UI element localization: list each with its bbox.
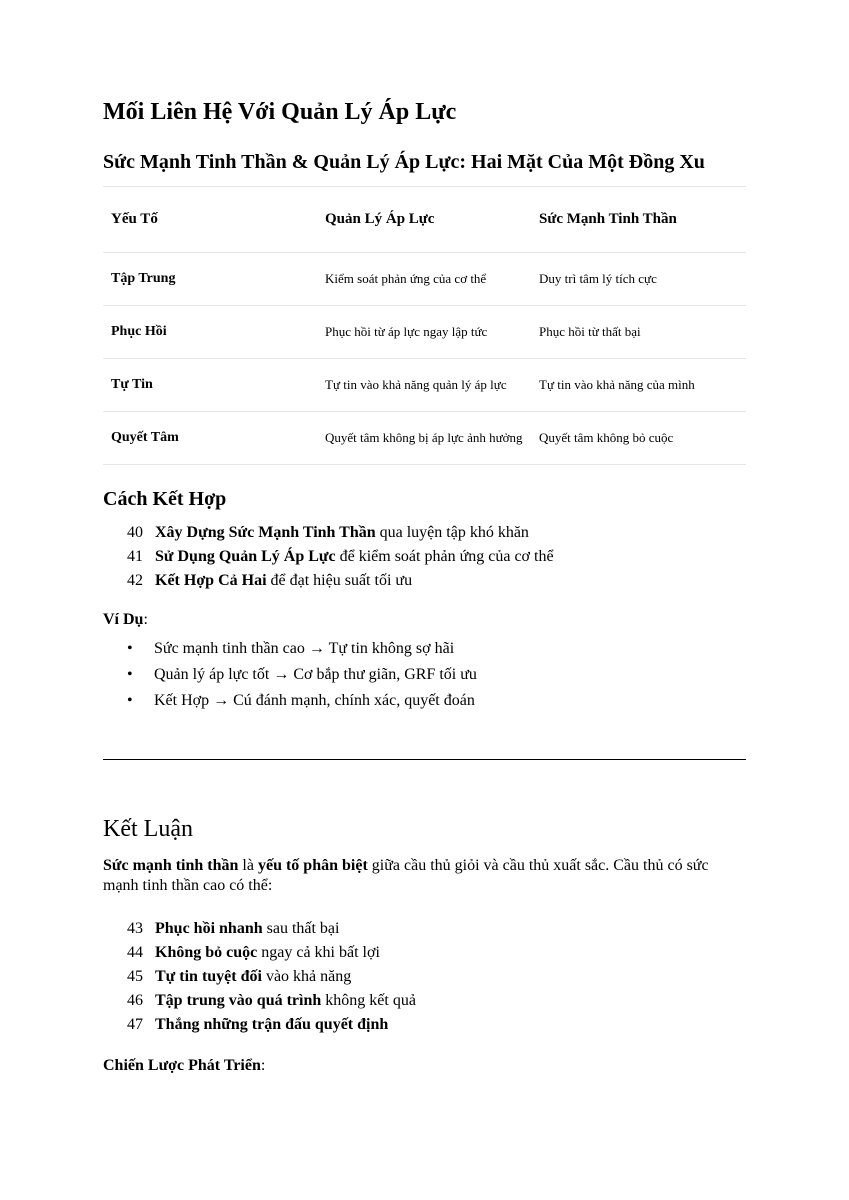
table-header-row (103, 187, 746, 253)
list-item-bold: Thắng những trận đấu quyết định (155, 1016, 389, 1033)
list-item-text: sau thất bại (262, 920, 340, 937)
table-cell: Phục hồi từ áp lực ngay lập tức (325, 324, 488, 339)
list-item (127, 965, 416, 989)
table-cell: Tự tin vào khả năng của mình (539, 377, 695, 392)
para-bold: yếu tố phân biệt (257, 857, 368, 874)
list-number: 45 (127, 968, 143, 985)
list-number: 42 (127, 572, 143, 589)
section-title: Mối Liên Hệ Với Quản Lý Áp Lực (103, 99, 457, 125)
strategy-label (103, 1057, 265, 1075)
conclusion-list (127, 917, 416, 1037)
list-number: 47 (127, 1016, 143, 1033)
strategy-label-bold: Chiến Lược Phát Triển (103, 1057, 261, 1074)
list-number: 43 (127, 920, 143, 937)
para-text: giữa cầu thủ giỏi và cầu thủ xuất sắc. Cầu thủ có sức mạnh tinh thần cao có thể: (103, 857, 709, 894)
list-item (127, 662, 477, 688)
list-item (127, 569, 554, 593)
section-subtitle: Sức Mạnh Tinh Thần & Quản Lý Áp Lực: Hai Mặt Của Một Đồng Xu (103, 151, 705, 173)
table-header-cell: Sức Mạnh Tinh Thần (539, 211, 677, 227)
list-number: 44 (127, 944, 143, 961)
table-row (103, 359, 746, 412)
strategy-colon: : (260, 1057, 266, 1074)
para-text: là (238, 857, 258, 874)
list-item-text: không kết quả (321, 992, 416, 1009)
table-cell: Duy trì tâm lý tích cực (539, 271, 657, 286)
list-item-bold: Xây Dựng Sức Mạnh Tinh Thần (155, 524, 376, 541)
list-item (127, 989, 416, 1013)
example-list (127, 636, 477, 714)
list-item-text: Sức mạnh tinh thần cao → Tự tin không sợ hãi (154, 640, 455, 657)
bullet-icon: • (127, 666, 133, 683)
list-item (127, 1013, 416, 1037)
list-number: 40 (127, 524, 143, 541)
table-cell: Tự tin vào khả năng quản lý áp lực (325, 377, 507, 392)
list-number: 46 (127, 992, 143, 1009)
list-item-bold: Tập trung vào quá trình (155, 992, 322, 1009)
list-item-bold: Sử Dụng Quản Lý Áp Lực (155, 548, 336, 565)
list-item-text: qua luyện tập khó khăn (375, 524, 529, 541)
table-cell: Quyết tâm không bỏ cuộc (539, 430, 674, 445)
table-row (103, 306, 746, 359)
conclusion-title: Kết Luận (103, 816, 193, 842)
list-item-text: để kiểm soát phản ứng của cơ thể (335, 548, 554, 565)
table-header-cell: Yếu Tố (111, 211, 158, 227)
example-label (103, 611, 148, 629)
example-colon: : (143, 611, 148, 628)
list-item (127, 941, 416, 965)
example-label-bold: Ví Dụ (103, 611, 144, 628)
list-item-text: Kết Hợp → Cú đánh mạnh, chính xác, quyết đoán (154, 692, 475, 709)
table-row-label: Quyết Tâm (111, 430, 179, 445)
list-item-bold: Kết Hợp Cả Hai (155, 572, 267, 589)
list-item (127, 688, 477, 714)
combine-heading: Cách Kết Hợp (103, 488, 227, 510)
table-cell: Kiểm soát phản ứng của cơ thể (325, 271, 487, 286)
list-item-text: ngay cả khi bất lợi (257, 944, 380, 961)
combine-list (127, 521, 554, 593)
table-row (103, 253, 746, 306)
list-item-bold: Phục hồi nhanh (155, 920, 263, 937)
para-bold: Sức mạnh tinh thần (103, 857, 239, 874)
list-item (127, 545, 554, 569)
table-cell: Quyết tâm không bị áp lực ảnh hưởng (325, 430, 523, 445)
table-cell: Phục hồi từ thất bại (539, 324, 641, 339)
conclusion-paragraph (103, 856, 746, 896)
list-item (127, 636, 477, 662)
list-item-text: Quản lý áp lực tốt → Cơ bắp thư giãn, GRF tối ưu (154, 666, 477, 683)
list-item-bold: Không bỏ cuộc (155, 944, 258, 961)
list-item-text: vào khả năng (261, 968, 352, 985)
list-number: 41 (127, 548, 143, 565)
list-item (127, 521, 554, 545)
list-item-text: để đạt hiệu suất tối ưu (266, 572, 413, 589)
table-row-label: Phục Hồi (111, 324, 167, 339)
bullet-icon: • (127, 692, 133, 709)
comparison-table (103, 186, 746, 465)
horizontal-divider (103, 759, 746, 760)
list-item (127, 917, 416, 941)
table-row-label: Tập Trung (111, 271, 176, 286)
table-header-cell: Quản Lý Áp Lực (325, 211, 435, 227)
table-row-label: Tự Tin (111, 377, 153, 392)
table-row (103, 412, 746, 465)
bullet-icon: • (127, 640, 133, 657)
list-item-bold: Tự tin tuyệt đối (155, 968, 262, 985)
